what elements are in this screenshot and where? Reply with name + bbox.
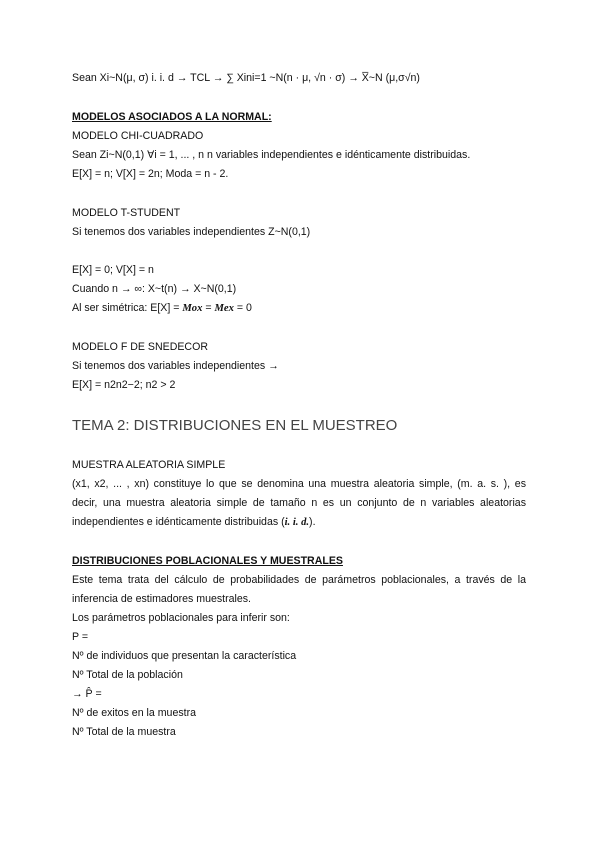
chi-square-definition: Sean Zi~N(0,1) ∀i = 1, ... , n n variables independientes e idénticamente distribuidas. [72,149,471,161]
f-snedecor-moments: E[X] = n2n2−2; n2 > 2 [72,379,176,391]
equals-sign: = [202,302,215,314]
chapter-heading: TEMA 2: DISTRIBUCIONES EN EL MUESTREO [72,417,398,434]
section-heading-normal-models: MODELOS ASOCIADOS A LA NORMAL: [72,111,272,123]
f-snedecor-definition: Si tenemos dos variables independientes → [72,360,279,372]
symmetry-text: Al ser simétrica: E[X] = [72,302,183,314]
median-symbol: Mex [214,303,234,314]
iid-close-text: ). [309,516,316,528]
sample-numerator: Nº de exitos en la muestra [72,707,196,719]
t-student-limit: Cuando n → ∞: X~t(n) → X~N(0,1) [72,283,237,295]
sample-denominator: Nº Total de la muestra [72,726,176,738]
sample-paragraph-line-3 [72,515,316,530]
iid-abbreviation: i. i. d. [284,517,310,528]
distributions-paragraph-line-1: Este tema trata del cálculo de probabilidades de parámetros poblacionales, a través de la [72,574,526,586]
population-proportion-label: P = [72,631,89,643]
sample-proportion-label: → P̂ = [72,688,102,700]
parameters-intro: Los parámetros poblacionales para inferir son: [72,612,290,624]
distributions-paragraph-line-2: inferencia de estimadores muestrales. [72,593,252,605]
t-student-title: MODELO T-STUDENT [72,207,181,219]
f-snedecor-title: MODELO F DE SNEDECOR [72,341,208,353]
section-heading-distributions: DISTRIBUCIONES POBLACIONALES Y MUESTRALES [72,555,343,567]
chi-square-moments: E[X] = n; V[X] = 2n; Moda = n - 2. [72,168,229,180]
population-denominator: Nº Total de la población [72,669,183,681]
chi-square-title: MODELO CHI-CUADRADO [72,130,204,142]
equals-zero: = 0 [233,302,252,314]
population-numerator: Nº de individuos que presentan la característica [72,650,297,662]
mode-symbol: Mox [182,303,203,314]
sample-paragraph-line-1: (x1, x2, ... , xn) constituye lo que se denomina una muestra aleatoria simple, (m. a. s. ), es [72,478,526,490]
t-student-definition: Si tenemos dos variables independientes Z~N(0,1) [72,226,311,238]
t-student-symmetry [72,301,252,316]
iid-intro-text: independientes e idénticamente distribuidas ( [72,516,285,528]
simple-random-sample-title: MUESTRA ALEATORIA SIMPLE [72,459,226,471]
sample-paragraph-line-2: decir, una muestra aleatoria simple de tamaño n es un conjunto de n variables aleatorias [72,497,526,509]
tcl-formula-line: Sean Xi~N(μ, σ) i. i. d → TCL → ∑ Xini=1 ~N(n · μ, √n · σ) → X̅~N (μ,σ√n) [72,72,420,84]
t-student-moments: E[X] = 0; V[X] = n [72,264,154,276]
